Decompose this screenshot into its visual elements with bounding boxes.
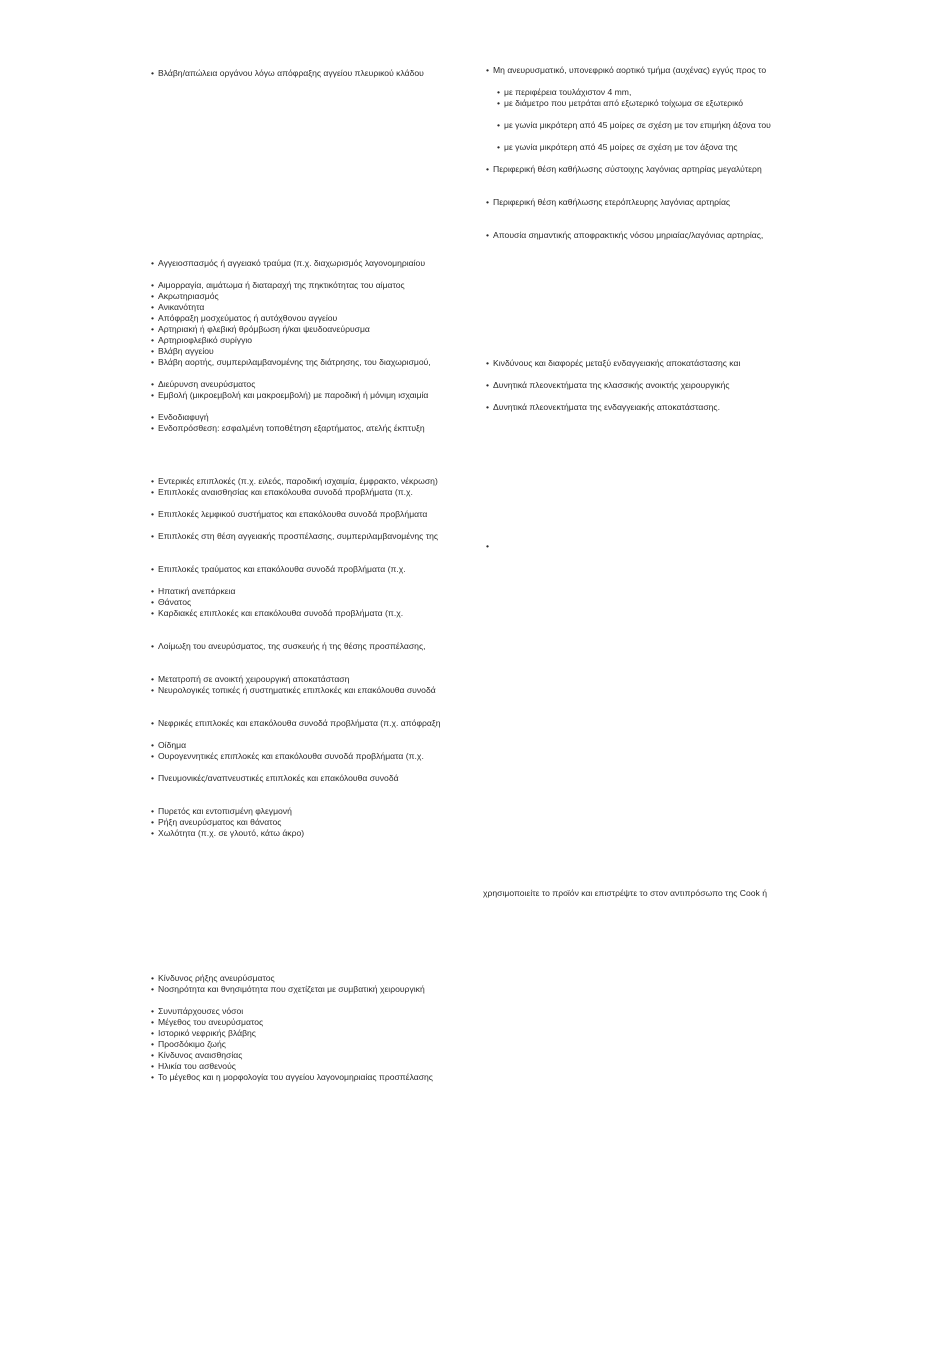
list-item: • Μη ανευρυσματικό, υπονεφρικό αορτικό τμήμα (αυχένας) εγγύς προς το: [486, 65, 771, 76]
list-item: • Βλάβη αγγείου: [151, 346, 431, 357]
list-item: • Απόφραξη μοσχεύματος ή αυτόχθονου αγγείου: [151, 313, 431, 324]
list-item: • Βλάβη αορτής, συμπεριλαμβανομένης της διάτρησης, του διαχωρισμού,: [151, 357, 431, 368]
left-block-1: [151, 68, 424, 79]
right-block-1: [486, 65, 771, 241]
left-block-4: [151, 973, 433, 1083]
list-item: • Το μέγεθος και η μορφολογία του αγγείου λαγονομηριαίας προσπέλασης: [151, 1072, 433, 1083]
list-item: • Χωλότητα (π.χ. σε γλουτό, κάτω άκρο): [151, 828, 441, 839]
sub-list: [486, 87, 771, 153]
list-item: • Περιφερική θέση καθήλωσης ετερόπλευρης λαγόνιας αρτηρίας: [486, 197, 771, 208]
list-item: • Καρδιακές επιπλοκές και επακόλουθα συνοδά προβλήματα (π.χ.: [151, 608, 441, 619]
list-item: • Αιμορραγία, αιμάτωμα ή διαταραχή της πηκτικότητας του αίματος: [151, 280, 431, 291]
list-item: • Επιπλοκές αναισθησίας και επακόλουθα συνοδά προβλήματα (π.χ.: [151, 487, 441, 498]
list-item: • Δυνητικά πλεονεκτήματα της κλασσικής ανοικτής χειρουργικής: [486, 380, 740, 391]
list-item: • Ηπατική ανεπάρκεια: [151, 586, 441, 597]
paragraph-text: χρησιμοποιείτε το προϊόν και επιστρέψτε το στον αντιπρόσωπο της Cook ή: [483, 888, 767, 898]
list-item: • Μέγεθος του ανευρύσματος: [151, 1017, 433, 1028]
sub-list-item: • με περιφέρεια τουλάχιστον 4 mm,: [497, 87, 771, 98]
right-block-4: [483, 888, 767, 899]
list-item: • Ηλικία του ασθενούς: [151, 1061, 433, 1072]
sub-list-item: • με διάμετρο που μετράται από εξωτερικό τοίχωμα σε εξωτερικό: [497, 98, 771, 109]
left-block-2: [151, 258, 431, 434]
list-item: • Αγγειοσπασμός ή αγγειακό τραύμα (π.χ. διαχωρισμός λαγονομηριαίου: [151, 258, 431, 269]
list-item: • Ιστορικό νεφρικής βλάβης: [151, 1028, 433, 1039]
right-block-2: [486, 358, 740, 413]
list-item: • Θάνατος: [151, 597, 441, 608]
list-item: • Βλάβη/απώλεια οργάνου λόγω απόφραξης αγγείου πλευρικού κλάδου: [151, 68, 424, 79]
list-item: • Ουρογεννητικές επιπλοκές και επακόλουθα συνοδά προβλήματα (π.χ.: [151, 751, 441, 762]
list-item: • Ενδοδιαφυγή: [151, 412, 431, 423]
list-item: • Αρτηριοφλεβικό συρίγγιο: [151, 335, 431, 346]
sub-list-item: • με γωνία μικρότερη από 45 μοίρες σε σχέση με τον επιμήκη άξονα του: [497, 120, 771, 131]
list-item: • Εντερικές επιπλοκές (π.χ. ειλεός, παροδική ισχαιμία, έμφρακτο, νέκρωση): [151, 476, 441, 487]
list-item: • Ενδοπρόσθεση: εσφαλμένη τοποθέτηση εξαρτήματος, ατελής έκπτυξη: [151, 423, 431, 434]
list-item: • Οίδημα: [151, 740, 441, 751]
list-item: • Ανικανότητα: [151, 302, 431, 313]
list-item: • Περιφερική θέση καθήλωσης σύστοιχης λαγόνιας αρτηρίας μεγαλύτερη: [486, 164, 771, 175]
list-item: • Νοσηρότητα και θνησιμότητα που σχετίζεται με συμβατική χειρουργική: [151, 984, 433, 995]
list-item: • Κίνδυνος αναισθησίας: [151, 1050, 433, 1061]
list-item: • Συνυπάρχουσες νόσοι: [151, 1006, 433, 1017]
list-item: • Ρήξη ανευρύσματος και θάνατος: [151, 817, 441, 828]
list-item: • Κινδύνους και διαφορές μεταξύ ενδαγγειακής αποκατάστασης και: [486, 358, 740, 369]
list-item: • Πνευμονικές/αναπνευστικές επιπλοκές και επακόλουθα συνοδά: [151, 773, 441, 784]
list-item: • Διεύρυνση ανευρύσματος: [151, 379, 431, 390]
list-item: • Πυρετός και εντοπισμένη φλεγμονή: [151, 806, 441, 817]
left-block-3: [151, 476, 441, 839]
list-item: • Προσδόκιμο ζωής: [151, 1039, 433, 1050]
list-item: • Απουσία σημαντικής αποφρακτικής νόσου μηριαίας/λαγόνιας αρτηρίας,: [486, 230, 771, 241]
list-item: • Αρτηριακή ή φλεβική θρόμβωση ή/και ψευδοανεύρυσμα: [151, 324, 431, 335]
list-item: • Νευρολογικές τοπικές ή συστηματικές επιπλοκές και επακόλουθα συνοδά: [151, 685, 441, 696]
list-item: • Επιπλοκές τραύματος και επακόλουθα συνοδά προβλήματα (π.χ.: [151, 564, 441, 575]
list-item: • Εμβολή (μικροεμβολή και μακροεμβολή) με παροδική ή μόνιμη ισχαιμία: [151, 390, 431, 401]
list-item: • Επιπλοκές στη θέση αγγειακής προσπέλασης, συμπεριλαμβανομένης της: [151, 531, 441, 542]
list-item: • Μετατροπή σε ανοικτή χειρουργική αποκατάσταση: [151, 674, 441, 685]
list-item: • Ακρωτηριασμός: [151, 291, 431, 302]
list-item: • Δυνητικά πλεονεκτήματα της ενδαγγειακής αποκατάστασης.: [486, 402, 740, 413]
list-item: • Νεφρικές επιπλοκές και επακόλουθα συνοδά προβλήματα (π.χ. απόφραξη: [151, 718, 441, 729]
list-item: • Επιπλοκές λεμφικού συστήματος και επακόλουθα συνοδά προβλήματα: [151, 509, 441, 520]
sub-list-item: • με γωνία μικρότερη από 45 μοίρες σε σχέση με τον άξονα της: [497, 142, 771, 153]
list-item: • Λοίμωξη του ανευρύσματος, της συσκευής ή της θέσης προσπέλασης,: [151, 641, 441, 652]
list-item: • Κίνδυνος ρήξης ανευρύσματος: [151, 973, 433, 984]
